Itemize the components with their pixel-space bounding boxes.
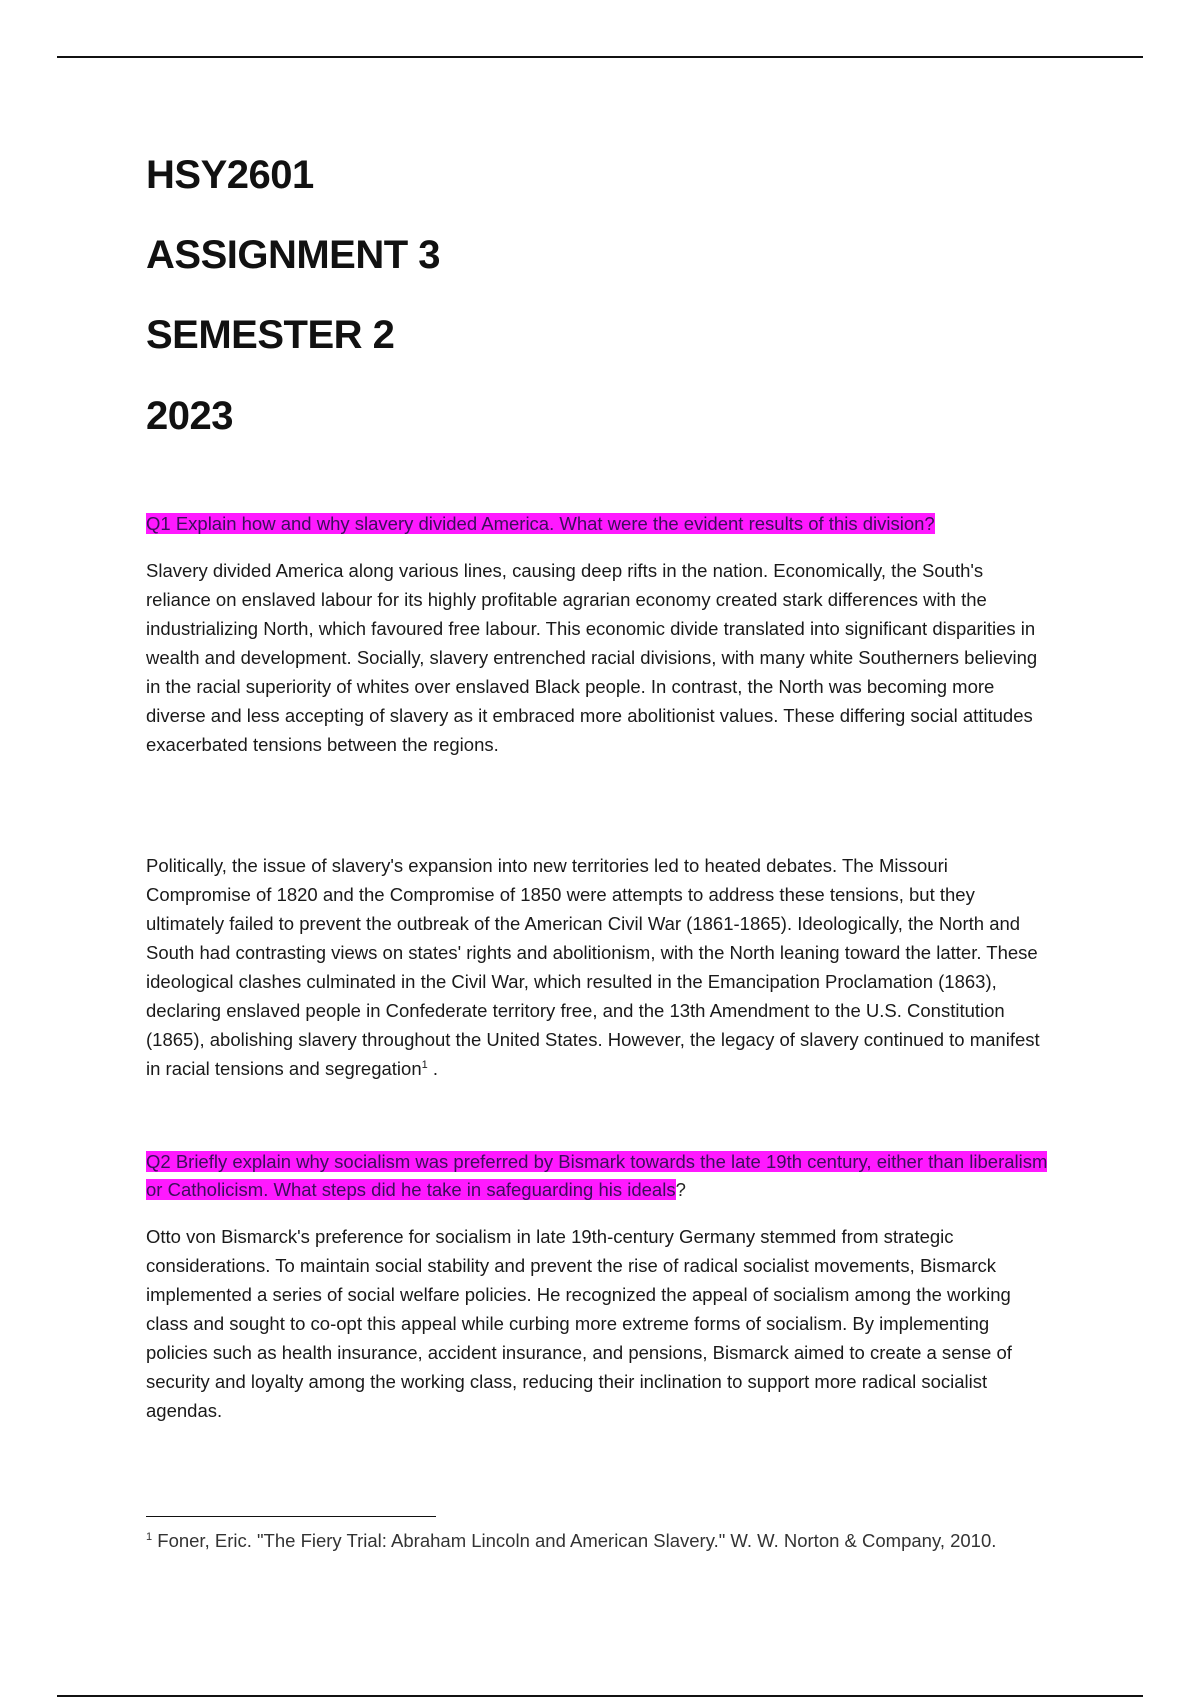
footnote-marker: 1 <box>146 1530 153 1543</box>
course-code-heading: HSY2601 <box>146 153 314 197</box>
footnote <box>146 1527 1066 1555</box>
semester-heading: SEMESTER 2 <box>146 313 395 357</box>
footnote-text: Foner, Eric. "The Fiery Trial: Abraham Lincoln and American Slavery." W. W. Norton & Company, 2010. <box>152 1530 997 1551</box>
answer-1-paragraph-2 <box>146 851 1051 1083</box>
answer-2-paragraph: Otto von Bismarck's preference for socialism in late 19th-century Germany stemmed from strategic considerations. To maintain social stability and prevent the rise of radical socialist movements, Bismarck implemented a series of social welfare policies. He recognized the appeal of socialism among the working class and sought to co-opt this appeal while curbing more extreme forms of socialism. By implementing policies such as health insurance, accident insurance, and pensions, Bismarck aimed to create a sense of security and loyalty among the working class, reducing their inclination to support more radical socialist agendas. <box>146 1226 1012 1421</box>
question-1-highlight: Q1 Explain how and why slavery divided America. What were the evident results of this division? <box>146 513 935 534</box>
answer-1-paragraph-2-end: . <box>427 1058 439 1079</box>
year-heading: 2023 <box>146 394 233 438</box>
question-2 <box>146 1148 1056 1204</box>
top-page-rule <box>57 56 1143 58</box>
answer-1-paragraph-2-text: Politically, the issue of slavery's expansion into new territories led to heated debates. The Missouri Compromise of 1820 and the Compromise of 1850 were attempts to address these tensions, but they ultimately failed to prevent the outbreak of the American Civil War (1861-1865). Ideologically, the North and South had contrasting views on states' rights and abolitionism, with the North leaning toward the latter. These ideological clashes culminated in the Civil War, which resulted in the Emancipation Proclamation (1863), declaring enslaved people in Confederate territory free, and the 13th Amendment to the U.S. Constitution (1865), abolishing slavery throughout the United States. However, the legacy of slavery continued to manifest in racial tensions and segregation <box>146 855 1040 1079</box>
question-2-highlight: Q2 Briefly explain why socialism was preferred by Bismark towards the late 19th century, either than liberalism or Catholicism. What steps did he take in safeguarding his ideals <box>146 1151 1048 1200</box>
question-1 <box>146 510 1056 538</box>
bottom-page-rule <box>57 1695 1143 1697</box>
footnote-reference[interactable]: 1 <box>421 1058 428 1071</box>
assignment-heading: ASSIGNMENT 3 <box>146 233 441 277</box>
footnote-separator <box>146 1516 436 1517</box>
question-2-tail: ? <box>675 1179 686 1200</box>
answer-1-paragraph-1: Slavery divided America along various lines, causing deep rifts in the nation. Economically, the South's reliance on enslaved labour for its highly profitable agrarian economy created stark differences with the industrializing North, which favoured free labour. This economic divide translated into significant disparities in wealth and development. Socially, slavery entrenched racial divisions, with many white Southerners believing in the racial superiority of whites over enslaved Black people. In contrast, the North was becoming more diverse and less accepting of slavery as it embraced more abolitionist values. These differing social attitudes exacerbated tensions between the regions. <box>146 560 1038 755</box>
